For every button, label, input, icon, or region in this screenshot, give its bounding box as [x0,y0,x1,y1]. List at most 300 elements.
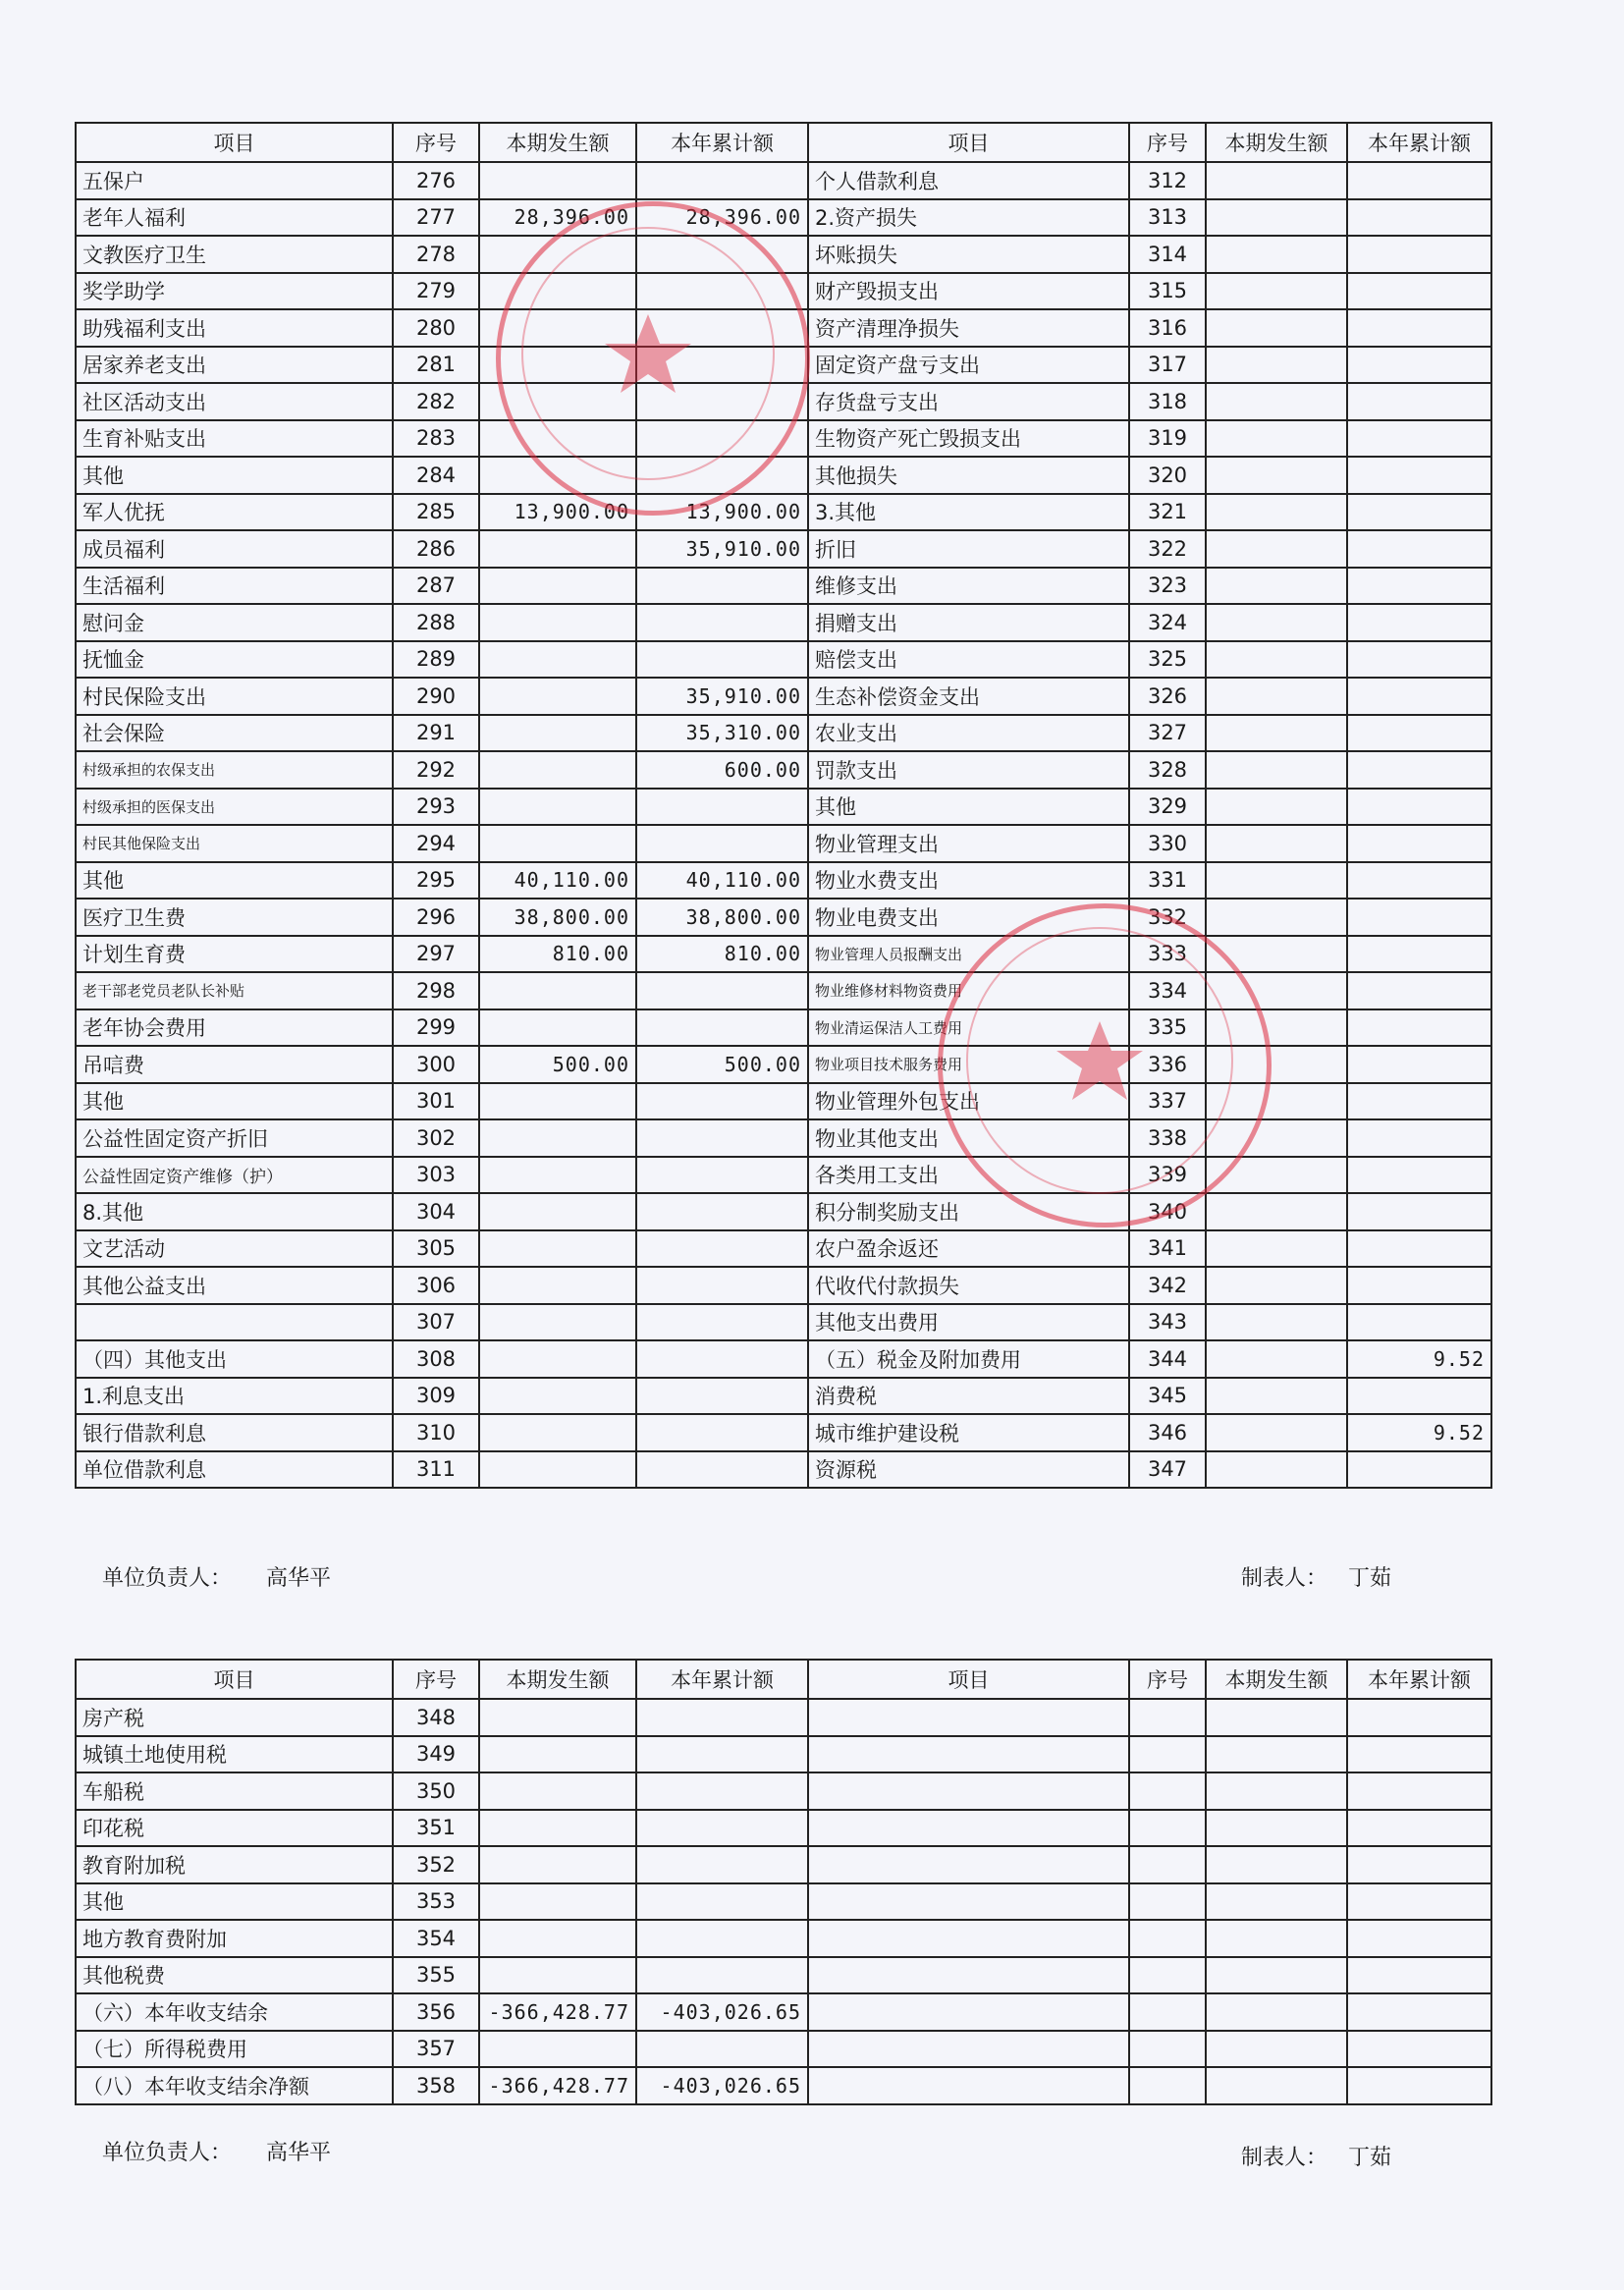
left-ytd-cell [636,568,808,605]
col-header-seq: 序号 [1129,1660,1206,1699]
right-seq-cell: 315 [1129,273,1206,310]
right-ytd-cell [1347,1810,1491,1847]
right-period-cell [1206,420,1347,458]
right-seq-cell [1129,1846,1206,1883]
left-item-cell: （四）其他支出 [76,1340,393,1378]
right-item-cell: 物业水费支出 [808,862,1129,900]
right-ytd-cell [1347,236,1491,273]
table-row [76,199,1491,237]
right-period-cell [1206,2067,1347,2104]
table-row [76,715,1491,752]
preparer-label: 制表人： [1241,2146,1328,2170]
table-row [76,2067,1491,2104]
left-item-cell: 教育附加税 [76,1846,393,1883]
right-item-cell: 农户盈余返还 [808,1230,1129,1268]
left-item-cell: 文艺活动 [76,1230,393,1268]
left-ytd-cell [636,2031,808,2068]
right-ytd-cell [1347,1883,1491,1921]
right-period-cell [1206,1846,1347,1883]
left-period-cell [479,1736,636,1773]
col-header-period: 本期发生额 [1206,123,1347,162]
left-period-cell [479,236,636,273]
right-ytd-cell [1347,1230,1491,1268]
left-ytd-cell [636,347,808,384]
right-seq-cell [1129,1699,1206,1736]
right-seq-cell: 319 [1129,420,1206,458]
left-ytd-cell [636,1414,808,1451]
left-ytd-cell [636,1157,808,1194]
left-period-cell [479,347,636,384]
left-seq-cell: 290 [393,678,479,715]
left-item-cell: 其他 [76,1083,393,1120]
responsible-label: 单位负责人： [102,1566,233,1591]
table-row [76,1119,1491,1157]
left-item-cell: （六）本年收支结余 [76,1993,393,2031]
left-item-cell: 慰问金 [76,604,393,641]
right-period-cell [1206,1736,1347,1773]
left-seq-cell: 276 [393,162,479,199]
left-ytd-cell [636,825,808,862]
right-ytd-cell [1347,1736,1491,1773]
left-ytd-cell: 13,900.00 [636,494,808,531]
right-item-cell: 物业电费支出 [808,899,1129,936]
preparer-label: 制表人： [1241,1566,1328,1591]
left-period-cell [479,1230,636,1268]
right-item-cell: 捐赠支出 [808,604,1129,641]
table-row [76,1009,1491,1047]
left-ytd-cell: 810.00 [636,936,808,973]
right-seq-cell: 313 [1129,199,1206,237]
right-item-cell [808,2031,1129,2068]
left-seq-cell: 301 [393,1083,479,1120]
right-period-cell [1206,678,1347,715]
right-period-cell [1206,236,1347,273]
right-seq-cell [1129,2031,1206,2068]
left-ytd-cell [636,1699,808,1736]
right-period-cell [1206,1993,1347,2031]
right-item-cell: 财产毁损支出 [808,273,1129,310]
right-seq-cell [1129,1993,1206,2031]
right-item-cell: 坏账损失 [808,236,1129,273]
right-seq-cell: 347 [1129,1451,1206,1489]
table-row [76,530,1491,568]
left-seq-cell: 285 [393,494,479,531]
left-seq-cell: 281 [393,347,479,384]
right-item-cell: 罚款支出 [808,751,1129,789]
left-seq-cell: 349 [393,1736,479,1773]
left-period-cell [479,1378,636,1415]
right-item-cell [808,1810,1129,1847]
left-item-cell: 医疗卫生费 [76,899,393,936]
right-seq-cell: 327 [1129,715,1206,752]
table-row [76,568,1491,605]
right-period-cell [1206,1772,1347,1810]
left-seq-cell: 305 [393,1230,479,1268]
right-item-cell: 资产清理净损失 [808,309,1129,347]
left-item-cell: 村级承担的农保支出 [76,751,393,789]
col-header-seq: 序号 [393,123,479,162]
left-seq-cell: 288 [393,604,479,641]
col-header-period: 本期发生额 [479,123,636,162]
table-row [76,936,1491,973]
left-period-cell [479,641,636,679]
right-seq-cell [1129,1957,1206,1994]
right-seq-cell [1129,1883,1206,1921]
right-item-cell: 维修支出 [808,568,1129,605]
table-row [76,972,1491,1009]
left-seq-cell: 310 [393,1414,479,1451]
left-ytd-cell: 35,910.00 [636,530,808,568]
left-seq-cell: 356 [393,1993,479,2031]
right-period-cell [1206,1414,1347,1451]
left-period-cell [479,420,636,458]
left-ytd-cell [636,1009,808,1047]
right-period-cell [1206,568,1347,605]
left-seq-cell: 287 [393,568,479,605]
right-period-cell [1206,604,1347,641]
right-item-cell: 资源税 [808,1451,1129,1489]
left-period-cell [479,604,636,641]
left-seq-cell: 302 [393,1119,479,1157]
right-item-cell: （五）税金及附加费用 [808,1340,1129,1378]
right-item-cell [808,1957,1129,1994]
right-seq-cell [1129,1810,1206,1847]
left-ytd-cell [636,604,808,641]
right-ytd-cell [1347,678,1491,715]
left-seq-cell: 357 [393,2031,479,2068]
right-period-cell [1206,825,1347,862]
left-item-cell: 老年人福利 [76,199,393,237]
right-period-cell [1206,1920,1347,1957]
right-item-cell: 消费税 [808,1378,1129,1415]
right-ytd-cell [1347,457,1491,494]
left-period-cell: 500.00 [479,1046,636,1083]
right-period-cell [1206,789,1347,826]
right-seq-cell: 329 [1129,789,1206,826]
left-seq-cell: 295 [393,862,479,900]
left-item-cell: 公益性固定资产折旧 [76,1119,393,1157]
left-seq-cell: 286 [393,530,479,568]
right-period-cell [1206,162,1347,199]
right-ytd-cell [1347,1772,1491,1810]
right-seq-cell: 321 [1129,494,1206,531]
left-seq-cell: 308 [393,1340,479,1378]
table-row [76,1378,1491,1415]
right-ytd-cell [1347,1920,1491,1957]
table-row [76,383,1491,420]
right-item-cell: 物业项目技术服务费用 [808,1046,1129,1083]
table-row [76,825,1491,862]
right-ytd-cell [1347,199,1491,237]
left-item-cell: 村民保险支出 [76,678,393,715]
right-period-cell [1206,1699,1347,1736]
left-item-cell: 单位借款利息 [76,1451,393,1489]
right-item-cell: 物业清运保洁人工费用 [808,1009,1129,1047]
left-seq-cell: 311 [393,1451,479,1489]
left-item-cell: 公益性固定资产维修（护） [76,1157,393,1194]
left-ytd-cell [636,1772,808,1810]
right-item-cell: 2.资产损失 [808,199,1129,237]
left-ytd-cell [636,236,808,273]
preparer-signature-1 [1241,1561,1391,1592]
left-item-cell: 生活福利 [76,568,393,605]
left-ytd-cell [636,641,808,679]
left-seq-cell: 300 [393,1046,479,1083]
table-row [76,1267,1491,1304]
right-seq-cell [1129,1772,1206,1810]
right-ytd-cell [1347,2067,1491,2104]
table-row [76,1304,1491,1341]
right-ytd-cell [1347,530,1491,568]
right-period-cell [1206,862,1347,900]
right-period-cell [1206,936,1347,973]
left-period-cell [479,1920,636,1957]
left-ytd-cell: 35,910.00 [636,678,808,715]
right-item-cell: 物业其他支出 [808,1119,1129,1157]
left-ytd-cell [636,1340,808,1378]
right-ytd-cell [1347,347,1491,384]
left-period-cell: 810.00 [479,936,636,973]
left-item-cell: 城镇土地使用税 [76,1736,393,1773]
left-item-cell: 地方教育费附加 [76,1920,393,1957]
table-row [76,1810,1491,1847]
left-seq-cell: 353 [393,1883,479,1921]
right-period-cell [1206,641,1347,679]
right-period-cell [1206,347,1347,384]
right-ytd-cell [1347,789,1491,826]
col-header-ytd: 本年累计额 [1347,1660,1491,1699]
right-seq-cell: 331 [1129,862,1206,900]
right-item-cell: 存货盘亏支出 [808,383,1129,420]
right-period-cell [1206,1304,1347,1341]
right-ytd-cell [1347,604,1491,641]
right-period-cell [1206,972,1347,1009]
left-ytd-cell: 40,110.00 [636,862,808,900]
left-period-cell: 38,800.00 [479,899,636,936]
right-period-cell [1206,1451,1347,1489]
right-ytd-cell [1347,420,1491,458]
left-period-cell [479,568,636,605]
right-item-cell [808,2067,1129,2104]
left-seq-cell: 289 [393,641,479,679]
left-period-cell [479,1883,636,1921]
left-ytd-cell [636,1920,808,1957]
left-period-cell [479,1957,636,1994]
right-item-cell [808,1883,1129,1921]
right-item-cell [808,1993,1129,2031]
left-period-cell [479,383,636,420]
table-row [76,751,1491,789]
right-period-cell [1206,715,1347,752]
left-period-cell [479,751,636,789]
right-seq-cell [1129,1920,1206,1957]
right-period-cell [1206,1340,1347,1378]
right-seq-cell: 324 [1129,604,1206,641]
left-seq-cell: 348 [393,1699,479,1736]
right-item-cell: 个人借款利息 [808,162,1129,199]
left-item-cell: 其他 [76,1883,393,1921]
left-ytd-cell [636,972,808,1009]
right-item-cell [808,1699,1129,1736]
right-ytd-cell [1347,1267,1491,1304]
left-period-cell [479,1451,636,1489]
table-row [76,457,1491,494]
left-item-cell: 奖学助学 [76,273,393,310]
left-item-cell: （八）本年收支结余净额 [76,2067,393,2104]
right-ytd-cell [1347,273,1491,310]
right-ytd-cell [1347,715,1491,752]
right-ytd-cell [1347,1993,1491,2031]
left-seq-cell: 355 [393,1957,479,1994]
left-seq-cell: 296 [393,899,479,936]
left-period-cell [479,1157,636,1194]
left-ytd-cell [636,1083,808,1120]
left-period-cell [479,789,636,826]
table-row [76,1772,1491,1810]
table-row [76,1957,1491,1994]
right-seq-cell: 328 [1129,751,1206,789]
right-period-cell [1206,309,1347,347]
right-item-cell: 赔偿支出 [808,641,1129,679]
right-seq-cell: 335 [1129,1009,1206,1047]
left-ytd-cell [636,1957,808,1994]
right-period-cell [1206,1957,1347,1994]
right-period-cell [1206,383,1347,420]
right-item-cell: 其他 [808,789,1129,826]
right-item-cell: 3.其他 [808,494,1129,531]
table-row [76,604,1491,641]
left-item-cell: 成员福利 [76,530,393,568]
right-seq-cell: 337 [1129,1083,1206,1120]
right-item-cell: 物业管理人员报酬支出 [808,936,1129,973]
right-seq-cell: 346 [1129,1414,1206,1451]
left-ytd-cell [636,457,808,494]
right-item-cell [808,1920,1129,1957]
left-item-cell: 房产税 [76,1699,393,1736]
right-seq-cell: 320 [1129,457,1206,494]
left-ytd-cell [636,309,808,347]
table-row [76,273,1491,310]
right-period-cell [1206,751,1347,789]
table-row [76,789,1491,826]
preparer-name: 丁茹 [1348,1566,1392,1591]
right-item-cell: 代收代付款损失 [808,1267,1129,1304]
left-ytd-cell: 28,396.00 [636,199,808,237]
right-seq-cell [1129,2067,1206,2104]
left-item-cell: 军人优抚 [76,494,393,531]
right-ytd-cell: 9.52 [1347,1414,1491,1451]
table-row [76,1193,1491,1230]
header-row [76,123,1491,162]
right-ytd-cell [1347,862,1491,900]
left-ytd-cell [636,1736,808,1773]
right-item-cell [808,1736,1129,1773]
right-seq-cell: 332 [1129,899,1206,936]
table-row [76,1993,1491,2031]
expense-ledger-table-1 [75,122,1492,1489]
right-ytd-cell [1347,1304,1491,1341]
right-item-cell: 折旧 [808,530,1129,568]
left-item-cell: 村级承担的医保支出 [76,789,393,826]
right-period-cell [1206,1009,1347,1047]
right-ytd-cell [1347,1193,1491,1230]
left-ytd-cell [636,1267,808,1304]
left-period-cell: 40,110.00 [479,862,636,900]
right-ytd-cell [1347,1119,1491,1157]
header-row [76,1660,1491,1699]
left-period-cell [479,1340,636,1378]
left-item-cell: 吊唁费 [76,1046,393,1083]
right-period-cell [1206,1267,1347,1304]
left-seq-cell: 291 [393,715,479,752]
table-row [76,1451,1491,1489]
right-seq-cell: 341 [1129,1230,1206,1268]
right-seq-cell: 340 [1129,1193,1206,1230]
right-seq-cell: 312 [1129,162,1206,199]
table-row [76,1157,1491,1194]
col-header-item: 项目 [76,123,393,162]
preparer-signature-2 [1241,2141,1391,2171]
responsible-signature-2 [102,2136,331,2166]
left-period-cell [479,1304,636,1341]
left-item-cell: 老干部老党员老队长补贴 [76,972,393,1009]
right-ytd-cell [1347,309,1491,347]
left-item-cell: 抚恤金 [76,641,393,679]
table-row [76,347,1491,384]
col-header-period: 本期发生额 [1206,1660,1347,1699]
left-period-cell [479,715,636,752]
left-period-cell [479,1846,636,1883]
left-ytd-cell: -403,026.65 [636,1993,808,2031]
left-item-cell: 居家养老支出 [76,347,393,384]
right-seq-cell: 330 [1129,825,1206,862]
right-seq-cell: 314 [1129,236,1206,273]
left-item-cell: 车船税 [76,1772,393,1810]
responsible-signature-1 [102,1561,331,1592]
table-row [76,162,1491,199]
left-period-cell: -366,428.77 [479,1993,636,2031]
left-ytd-cell [636,1304,808,1341]
left-item-cell: 其他 [76,457,393,494]
left-item-cell: （七）所得税费用 [76,2031,393,2068]
left-seq-cell: 284 [393,457,479,494]
right-seq-cell: 344 [1129,1340,1206,1378]
left-seq-cell: 306 [393,1267,479,1304]
left-ytd-cell [636,383,808,420]
left-period-cell [479,1414,636,1451]
right-ytd-cell [1347,568,1491,605]
right-ytd-cell [1347,1846,1491,1883]
right-seq-cell: 339 [1129,1157,1206,1194]
right-period-cell [1206,1230,1347,1268]
left-period-cell [479,1772,636,1810]
right-seq-cell: 336 [1129,1046,1206,1083]
left-item-cell: 村民其他保险支出 [76,825,393,862]
left-period-cell [479,162,636,199]
left-seq-cell: 294 [393,825,479,862]
right-ytd-cell [1347,972,1491,1009]
table-row [76,641,1491,679]
col-header-seq: 序号 [393,1660,479,1699]
table-row [76,1340,1491,1378]
right-period-cell [1206,457,1347,494]
right-ytd-cell: 9.52 [1347,1340,1491,1378]
preparer-name: 丁茹 [1348,2146,1392,2170]
left-period-cell [479,825,636,862]
left-item-cell: 文教医疗卫生 [76,236,393,273]
right-item-cell: 固定资产盘亏支出 [808,347,1129,384]
left-seq-cell: 352 [393,1846,479,1883]
